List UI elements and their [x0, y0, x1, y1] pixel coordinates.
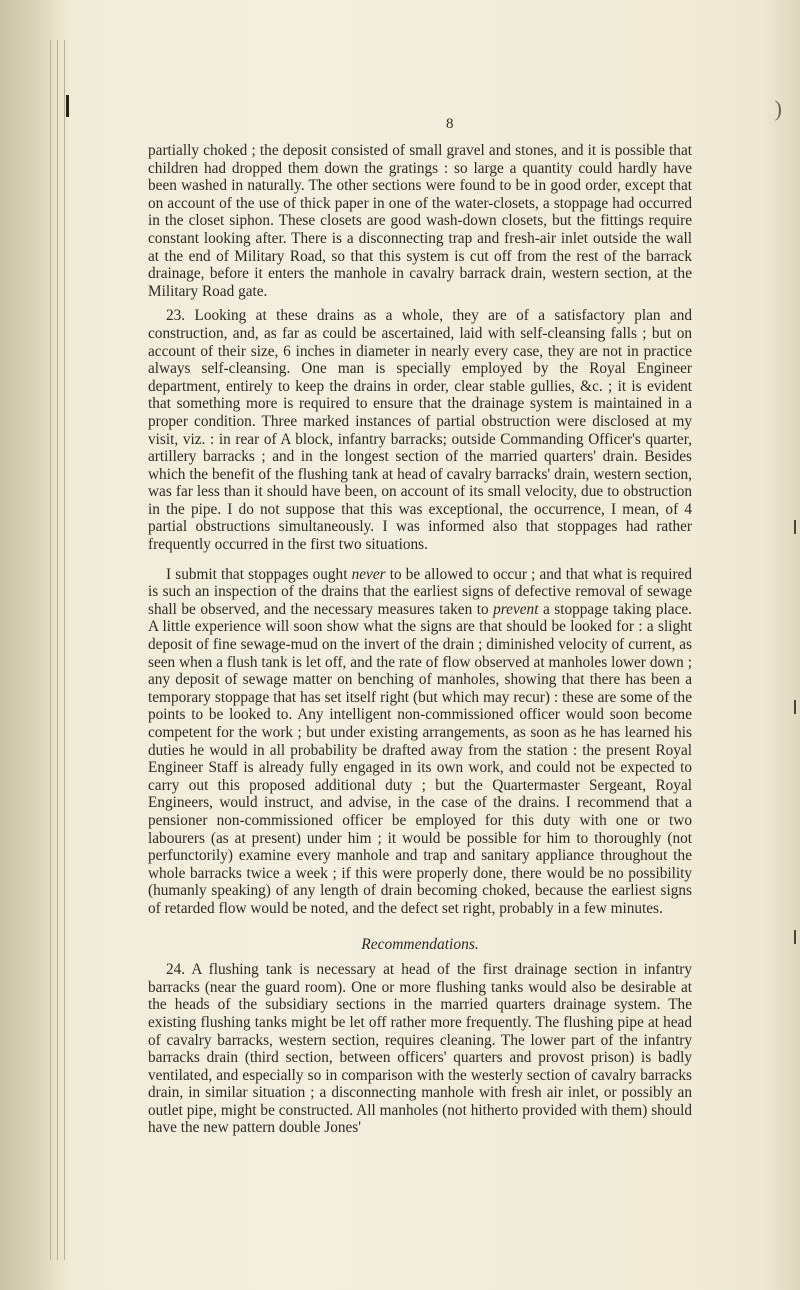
paragraph-stoppages: [148, 566, 692, 918]
margin-tick-mark: [794, 700, 796, 714]
paragraph-24: 24. A flushing tank is necessary at head of the first drainage section in infantry barracks (near the guard room). One or more flushing tanks would also be desirable at the heads of the subsidiary sections in the married quarters drainage system. The existing flushing tanks might be let off rather more frequently. The flushing pipe at head of cavalry barracks, western section, requires cleaning. The lower part of the infantry barracks drain (third section, between officers' quarters and provost prison) is badly ventilated, and especially so in comparison with the westerly section of cavalry barracks drain, in similar situation ; a disconnecting manhole with fresh air inlet, or possibly an outlet pipe, might be constructed. All manholes (not hitherto provided with them) should have the new pattern double Jones': [148, 961, 692, 1137]
binding-edge-line: [64, 40, 65, 1260]
page-number: 8: [446, 116, 454, 132]
margin-tick-mark: [794, 520, 796, 534]
margin-bracket-mark: ): [774, 96, 782, 121]
emphasis-prevent: prevent: [493, 600, 539, 618]
paragraph-text: to be allowed to occur ; and that what is required is such an inspection of the drains that the earliest signs of defective removal of sewage shall be observed, and the necessary measures taken to: [148, 565, 692, 618]
paragraph-23: 23. Looking at these drains as a whole, they are of a satisfactory plan and construction, and, as far as could be ascertained, laid with self-cleansing falls ; but on account of their size, 6 inches in diameter in nearly every case, they are not in practice always self-cleansing. One man is specially employed by the Royal Engineer department, entirely to keep the drains in order, clear stable gullies, &c. ; it is evident that something more is required to ensure that the drainage system is maintained in a proper condition. Three marked instances of partial obstruction were disclosed at my visit, viz. : in rear of A block, infantry barracks; outside Commanding Officer's quarter, artillery barracks ; and in the longest section of the married quarters' drain. Besides which the benefit of the flushing tank at head of cavalry barracks' drain, western section, was far less than it should have been, on account of its small velocity, due to obstruction in the pipe. I do not suppose that this was exceptional, the occurrence, I mean, of 4 partial obstructions simultaneously. I was informed also that stoppages had rather frequently occurred in the first two situations.: [148, 307, 692, 554]
binding-mark: [66, 95, 69, 117]
emphasis-never: never: [351, 565, 386, 583]
paragraph-text: I submit that stoppages ought: [166, 565, 352, 583]
margin-tick-mark: [794, 930, 796, 944]
binding-edge-line: [50, 40, 51, 1260]
body-text: [148, 142, 692, 1137]
paragraph-text: a stoppage taking place. A little experience will soon show what the signs are that should be looked for : a slight deposit of fine sewage-mud on the invert of the drain ; diminished velocity of current, as seen when a flush tank is let off, and the rate of flow observed at manholes lower down ; any deposit of sewage matter on benching of manholes, showing that there has been a temporary stoppage that has set itself right (but which may recur) : these are some of the points to be looked to. Any intelligent non-commissioned officer would soon become competent for the work ; but under existing arrangements, as soon as he has learned his duties he would in all probability be drafted away from the station : the present Royal Engineer Staff is already fully engaged in its own work, and could not be expected to carry out this proposed additional duty ; but the Quartermaster Sergeant, Royal Engineers, would instruct, and advise, in the case of the drains. I recommend that a pensioner non-commissioned officer be employed for this duty with one or two labourers (as at present) under him ; it would be possible for him to thoroughly (not perfunctorily) examine every manhole and trap and sanitary appliance throughout the whole barracks twice a week ; if this were properly done, there would be no possibility (humanly speaking) of any length of drain becoming choked, because the earliest signs of retarded flow would be noted, and the defect set right, probably in a few minutes.: [148, 600, 692, 917]
section-heading: Recommendations.: [361, 935, 479, 953]
paragraph: partially choked ; the deposit consisted of small gravel and stones, and it is possible that children had dropped them down the gratings : so large a quantity could hardly have been washed in naturally. The other sections were found to be in good order, except that on account of the use of thick paper in one of the water-closets, a stoppage had occurred in the closet siphon. These closets are good wash-down closets, but the fittings require constant looking after. There is a disconnecting trap and fresh-air inlet outside the wall at the end of Military Road, so that this system is cut off from the rest of the barrack drainage, before it enters the manhole in cavalry barrack drain, western section, at the Military Road gate.: [148, 142, 692, 300]
binding-edge-line: [57, 40, 58, 1260]
